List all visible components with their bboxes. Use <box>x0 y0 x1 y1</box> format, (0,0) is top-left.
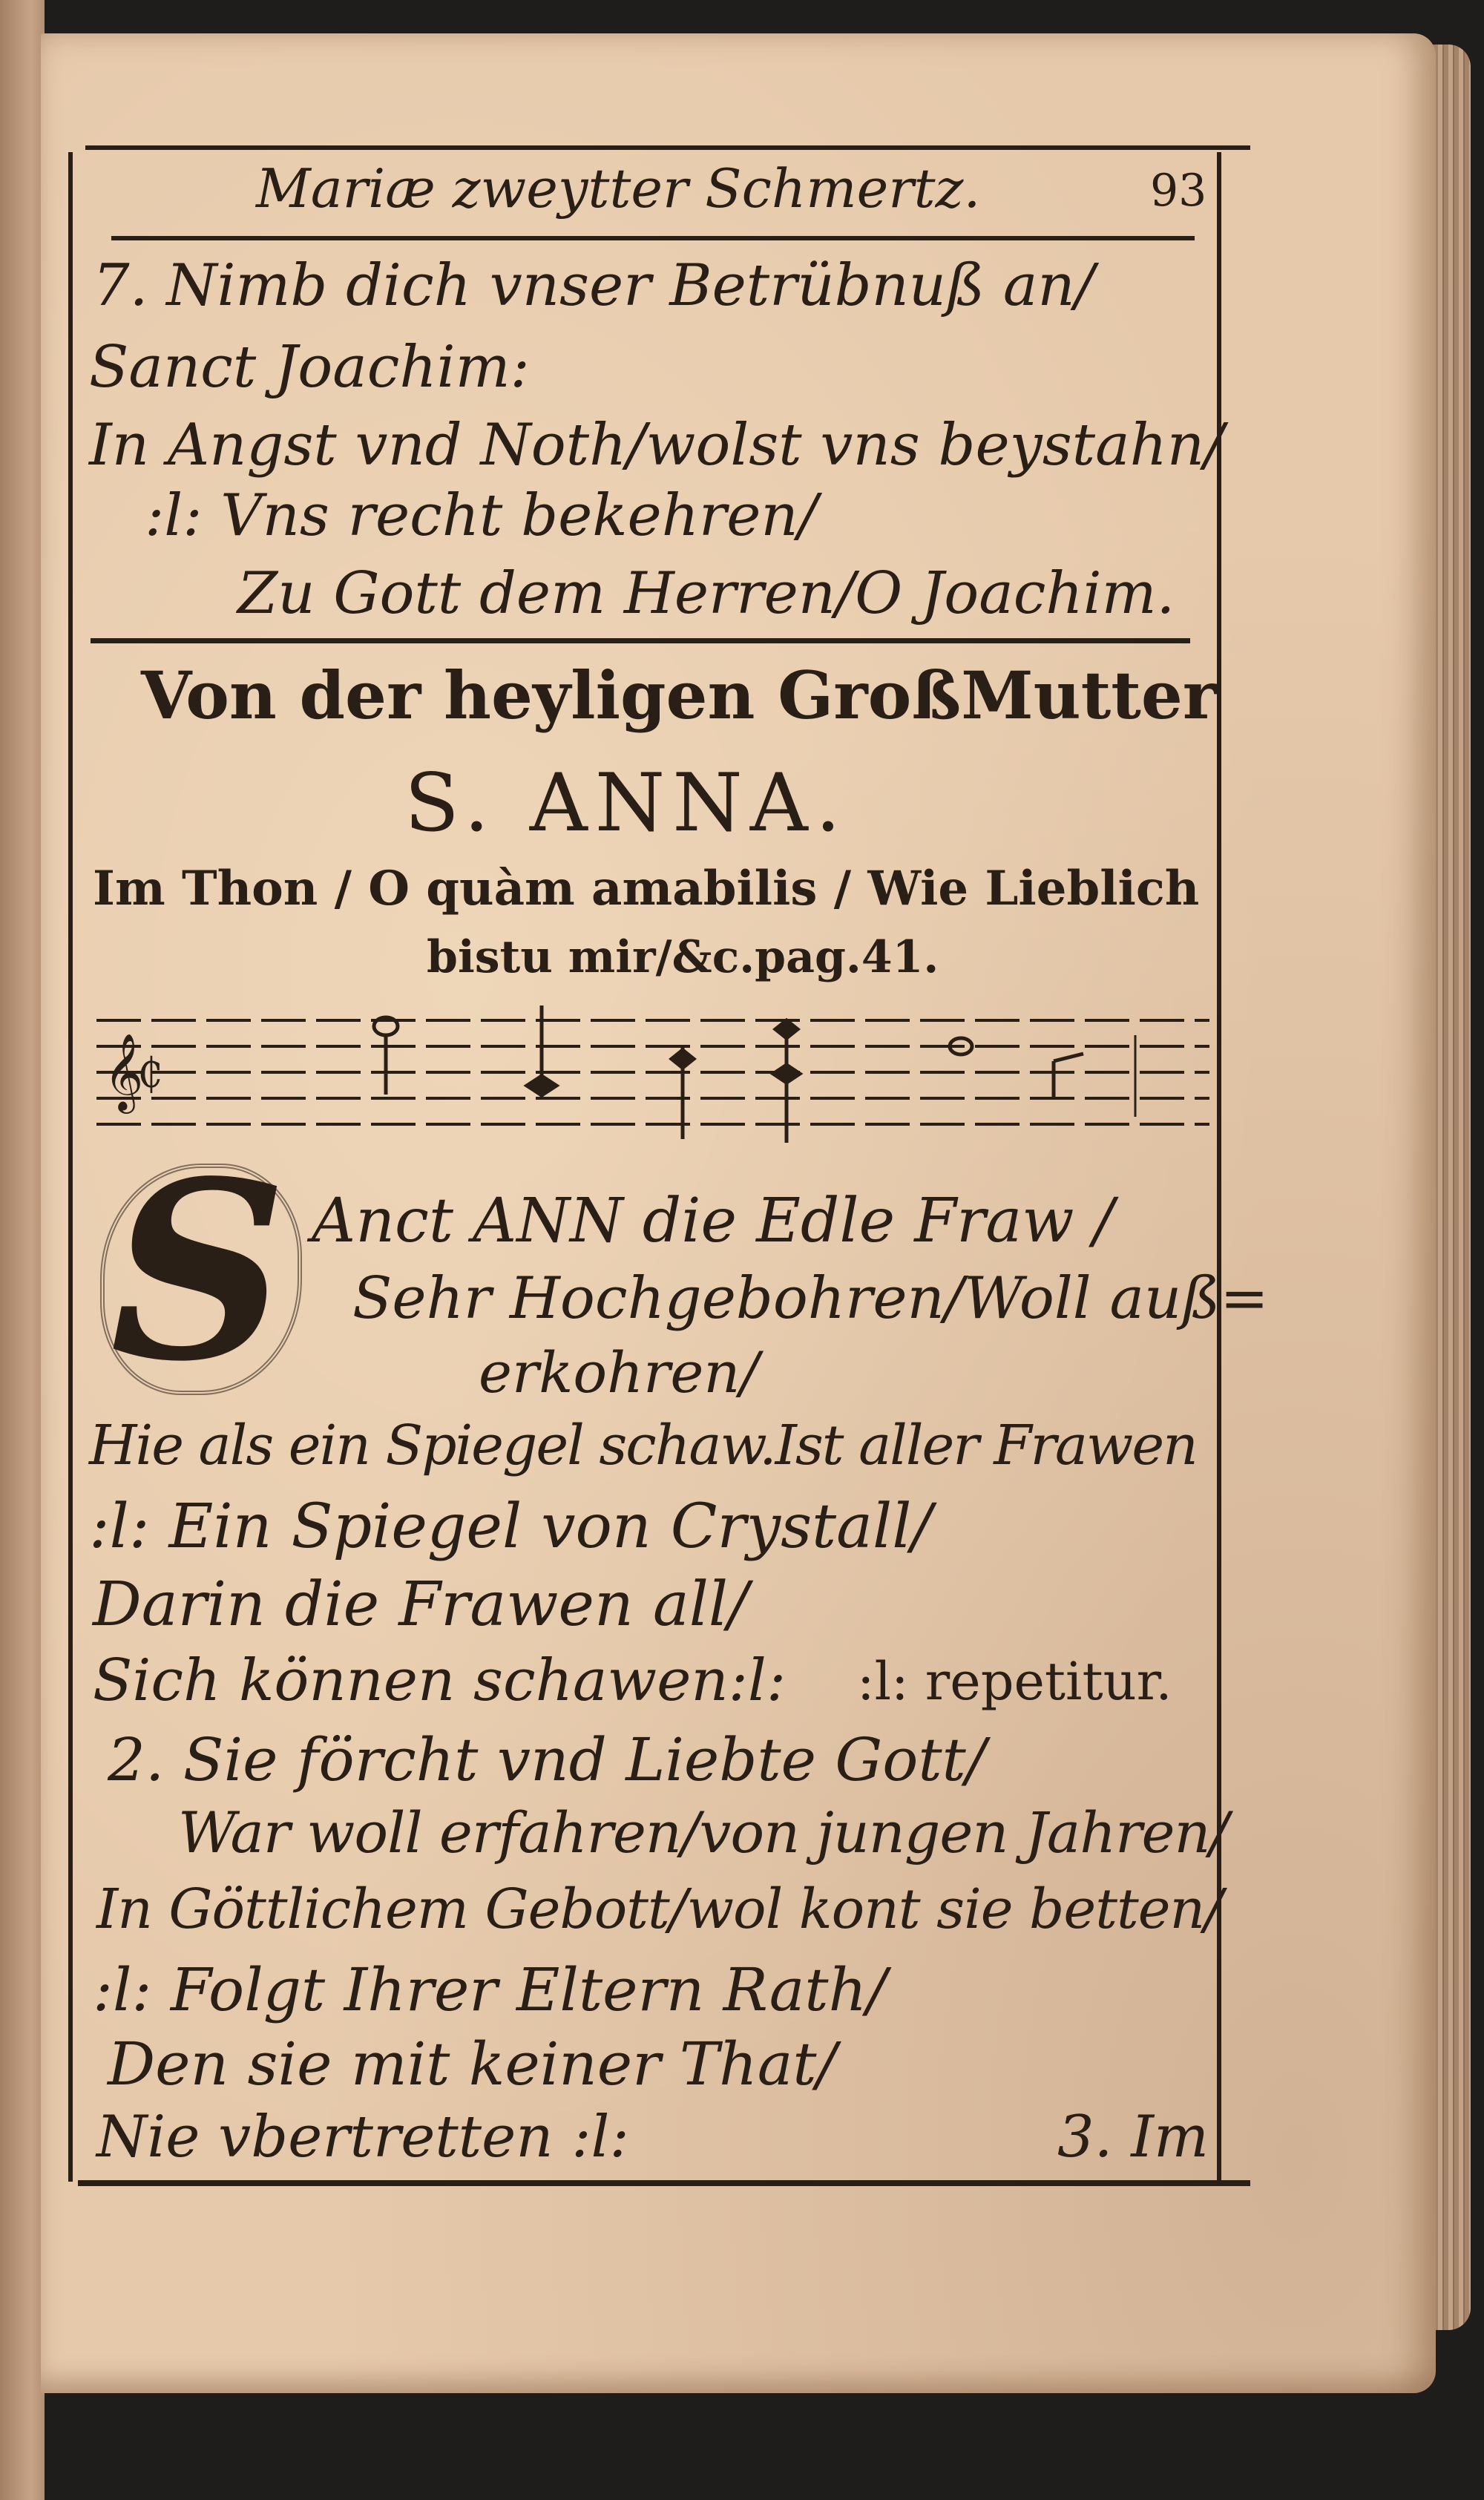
song-title: Von der heyligen GroßMutter <box>141 657 1218 734</box>
left-frame-line <box>68 152 73 2182</box>
drop-cap-initial: S <box>93 1149 304 1394</box>
catchword: 3. Im <box>1057 2104 1209 2171</box>
stanza7-line: In Angst vnd Noth/wolst vns beystahn/ <box>89 412 1224 479</box>
stanza2-line: :l: Folgt Ihrer Eltern Rath/ <box>93 1955 887 2024</box>
stanza2-line: Den sie mit keiner That/ <box>108 2030 837 2099</box>
header-rule <box>111 236 1195 240</box>
repeat-mark: :l: repetitur. <box>857 1651 1172 1712</box>
bottom-rule <box>78 2180 1250 2186</box>
stanza7-line: :l: Vns recht bekehren/ <box>145 482 818 549</box>
stanza1-line: :l: Ein Spiegel von Crystall/ <box>89 1492 933 1562</box>
stanza1-line: Darin die Frawen all/ <box>93 1569 749 1640</box>
stanza2-line: In Göttlichem Gebott/wol kont sie betten/ <box>96 1877 1223 1941</box>
stanza1-line: Sehr Hochgebohren/Woll auß= <box>352 1265 1269 1332</box>
stanza1-line: Anct ANN die Edle Fraw / <box>312 1186 1114 1256</box>
stanza7-line: Zu Gott dem Herren/O Joachim. <box>237 560 1175 627</box>
top-double-rule <box>85 145 1250 150</box>
svg-text:₵: ₵ <box>137 1049 163 1097</box>
stanza2-line: War woll erfahren/von jungen Jahren/ <box>178 1799 1229 1866</box>
svg-text:𝄞: 𝄞 <box>104 1033 144 1111</box>
stanza1-line: erkohren/ <box>479 1339 759 1405</box>
page-number: 93 <box>1150 165 1207 217</box>
stanza1-line: Hie als ein Spiegel schaw.Ist aller Frawen <box>89 1414 1197 1477</box>
stanza7-line: 7. Nimb dich vnser Betrübnuß an/ <box>93 252 1094 319</box>
tune-instruction-cont: bistu mir/&c.pag.41. <box>427 931 939 983</box>
section-divider <box>91 638 1190 643</box>
stanza2-line: 2. Sie förcht vnd Liebte Gott/ <box>108 1725 986 1794</box>
stanza2-line: Nie vbertretten :l: <box>96 2104 629 2171</box>
tune-instruction: Im Thon / O quàm amabilis / Wie Lieblich <box>93 861 1200 916</box>
previous-page-edge <box>0 0 45 2500</box>
song-subtitle: S. ANNA. <box>404 757 849 850</box>
stanza1-line: Sich können schawen:l: <box>93 1647 787 1714</box>
running-title: Mariæ zweytter Schmertz. <box>256 157 981 220</box>
stanza7-line: Sanct Joachim: <box>89 334 530 401</box>
